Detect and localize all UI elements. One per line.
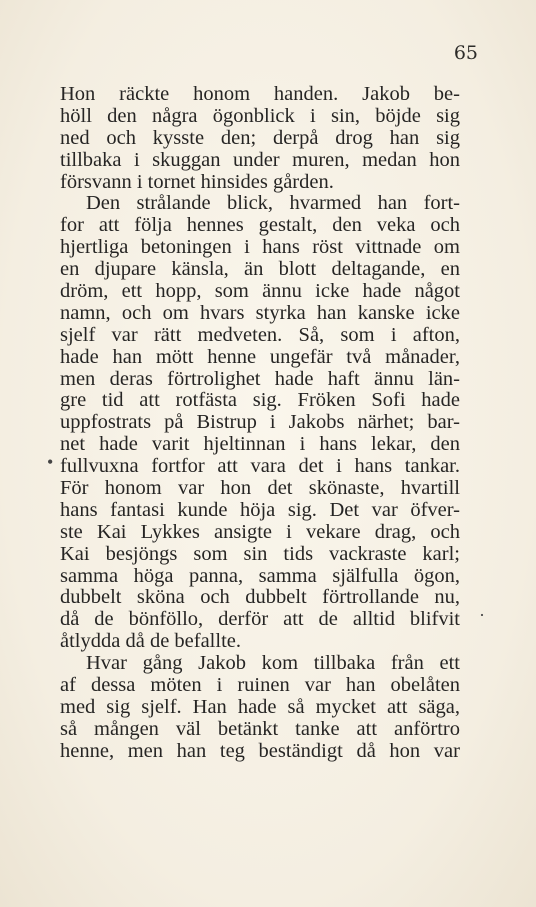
text-line: fullvuxna fortfor att vara det i hans tankar. xyxy=(60,455,460,478)
text-line: Hon räckte honom handen. Jakob be- xyxy=(60,83,460,105)
page-number: 65 xyxy=(453,42,478,64)
text-line: Kai besjöngs som sin tids vackraste karl; xyxy=(60,542,460,565)
text-line: hjertliga betoningen i hans röst vittnade om xyxy=(60,236,460,259)
text-line: höll den några ögonblick i sin, böjde sig xyxy=(60,104,460,127)
text-line: uppfostrats på Bistrup i Jakobs närhet; bar- xyxy=(60,411,460,434)
text-line: men deras förtrolighet hade haft ännu län- xyxy=(60,367,460,390)
text-line: ned och kysste den; derpå drog han sig xyxy=(60,126,460,149)
text-line: För honom var hon det skönaste, hvartill xyxy=(60,477,460,500)
text-line: tillbaka i skuggan under muren, medan hon xyxy=(60,148,460,171)
text-line: samma höga panna, samma själfulla ögon, xyxy=(60,564,460,587)
text-line: då de bönföllo, derför att de alltid blifvit xyxy=(60,608,460,631)
text-line: for att följa hennes gestalt, den veka och xyxy=(60,214,460,237)
text-line: med sig sjelf. Han hade så mycket att säga, xyxy=(60,695,460,718)
text-line: dubbelt sköna och dubbelt förtrollande nu, xyxy=(60,586,460,609)
text-line: försvann i tornet hinsides gården. xyxy=(60,170,334,193)
margin-dot-mark: • xyxy=(47,452,54,472)
body-text xyxy=(60,84,460,763)
text-line: ste Kai Lykkes ansigte i vekare drag, och xyxy=(60,520,460,543)
text-line: hade han mött henne ungefär två månader, xyxy=(60,345,460,368)
text-line: åtlydda då de befallte. xyxy=(60,630,241,653)
text-line: gre tid att rotfästa sig. Fröken Sofi hade xyxy=(60,389,460,412)
text-line: så mången väl betänkt tanke att anförtro xyxy=(60,717,460,740)
text-line: hans fantasi kunde höja sig. Det var öfver- xyxy=(60,498,460,521)
text-line: en djupare känsla, än blott deltagande, en xyxy=(60,258,460,281)
text-line: net hade varit hjeltinnan i hans lekar, den xyxy=(60,433,460,456)
text-line: namn, och om hvars styrka han kanske icke xyxy=(60,301,460,324)
text-line: Den strålande blick, hvarmed han fort- xyxy=(86,192,460,215)
text-line: af dessa möten i ruinen var han obelåten xyxy=(60,674,460,697)
text-line: sjelf var rätt medveten. Så, som i afton, xyxy=(60,323,460,346)
margin-dot-mark: · xyxy=(479,605,485,625)
text-line: dröm, ett hopp, som ännu icke hade något xyxy=(60,280,460,303)
text-line: henne, men han teg beständigt då hon var xyxy=(60,739,460,762)
text-line: Hvar gång Jakob kom tillbaka från ett xyxy=(86,652,460,675)
